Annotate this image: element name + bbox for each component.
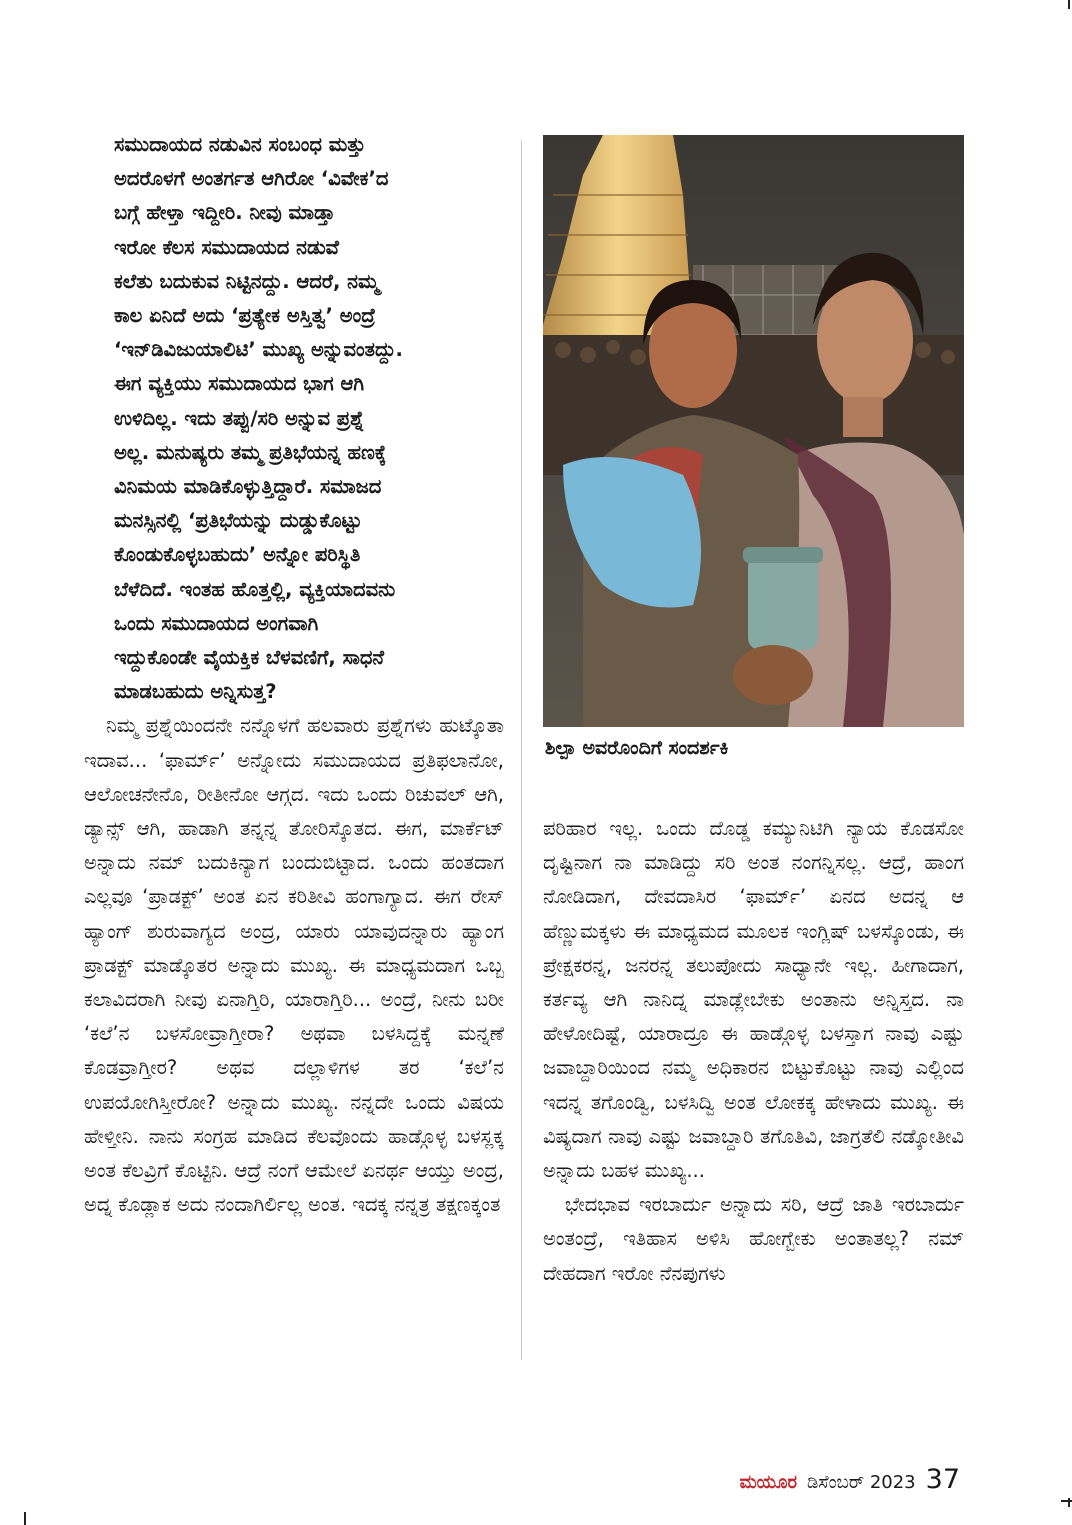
question-line: ಮಾಡಬಹುದು ಅನ್ನಿಸುತ್ತ? xyxy=(114,680,277,704)
crop-mark xyxy=(1068,0,1070,9)
column-divider xyxy=(521,140,522,1360)
question-line: ಕಾಲ ಏನಿದೆ ಅದು ‘ಪ್ರತ್ಯೇಕ ಅಸ್ತಿತ್ವ’ ಅಂದ್ರೆ xyxy=(114,304,376,328)
question-line: ಮನಸ್ಸಿನಲ್ಲಿ ‘ಪ್ರತಿಭೆಯನ್ನು ದುಡ್ಡುಕೊಟ್ಟು xyxy=(114,509,362,533)
interview-question xyxy=(84,128,504,709)
question-line: ವಿನಿಮಯ ಮಾಡಿಕೊಳ್ಳುತ್ತಿದ್ದಾರೆ. ಸಮಾಜದ xyxy=(114,475,382,499)
question-line: ಸಮುದಾಯದ ನಡುವಿನ ಸಂಬಂಧ ಮತ್ತು xyxy=(114,133,366,156)
page-footer xyxy=(740,1464,960,1495)
answer-paragraph: ಪರಿಹಾರ ಇಲ್ಲ. ಒಂದು ದೊಡ್ಡ ಕಮ್ಯುನಿಟಿಗಿ ನ್ಯಾಯ ಕೊಡಸೋ ದೃಷ್ಟಿನಾಗ ನಾ ಮಾಡಿದ್ದು ಸರಿ ಅಂತ ನಂಗನ್ನಿಸಲ್ಲ. ಆದ್ರೆ, ಹಾಂಗ ನೋಡಿದಾಗ, ದೇವದಾಸಿರ ‘ಫಾರ್ಮ್’ ಏನದ ಅದನ್ನ ಆ ಹೆಣ್ಣುಮಕ್ಕಳು ಈ ಮಾಧ್ಯಮದ ಮೂಲಕ ಇಂಗ್ಲಿಷ್ ಬಳಸ್ಕೊಂಡು, ಈ ಪ್ರೇಕ್ಷಕರನ್ನ, ಜನರನ್ನ ತಲುಪೋದು ಸಾಧ್ಯಾನೇ ಇಲ್ಲ. ಹೀಗಾದಾಗ, ಕರ್ತವ್ಯ ಆಗಿ ನಾನಿದ್ನ ಮಾಡ್ಲೇಬೇಕು ಅಂತಾನು ಅನ್ನಿಸ್ತದ. ನಾ ಹೇಳೋದಿಷ್ಟೆ, ಯಾರಾದ್ರೂ ಈ ಹಾಡ್ಗೊಳ್ಳ ಬಳಸ್ತಾಗ ನಾವು ಎಷ್ಟು ಜವಾಬ್ದಾರಿಯಿಂದ ನಮ್ಮ ಅಧಿಕಾರನ ಬಿಟ್ಟುಕೊಟ್ಟು ನಾವು ಎಲ್ಲಿಂದ ಇದನ್ನ ತಗೊಂಡ್ವಿ, ಬಳಸಿದ್ವಿ ಅಂತ ಲೋಕಕ್ಕ ಹೇಳಾದು ಮುಖ್ಯ. ಈ ವಿಷ್ಯದಾಗ ನಾವು ಎಷ್ಟು ಜವಾಬ್ದಾರಿ ತಗೊತಿವಿ, ಜಾಗ್ರತೆಲಿ ನಡ್ಕೋತೀವಿ ಅನ್ನಾದು ಬಹಳ ಮುಖ್ಯ... xyxy=(543,817,964,1183)
left-column xyxy=(84,128,504,1223)
photo-caption: ಶಿಲ್ಪಾ ಅವರೊಂದಿಗೆ ಸಂದರ್ಶಕಿ xyxy=(545,737,729,759)
magazine-logo: ಮಯೂರ xyxy=(739,1472,797,1493)
question-line: ಒಂದು ಸಮುದಾಯದ ಅಂಗವಾಗಿ xyxy=(114,611,319,635)
question-line: ಬಗ್ಗೆ ಹೇಳ್ತಾ ಇದ್ದೀರಿ. ನೀವು ಮಾಡ್ತಾ xyxy=(114,201,335,225)
right-column xyxy=(543,812,964,1291)
answer-paragraph: ನಿಮ್ಮ ಪ್ರಶ್ನೆಯಿಂದನೇ ನನ್ನೊಳಗೆ ಹಲವಾರು ಪ್ರಶ್ನೆಗಳು ಹುಟ್ಕೊತಾ ಇದಾವ... ‘ಫಾರ್ಮ್’ ಅನ್ನೋದು ಸಮುದಾಯದ ಪ್ರತಿಫಲಾನೋ, ಆಲೋಚನೇನೊ, ರೀತೀನೋ ಆಗ್ಗದ. ಇದು ಒಂದು ರಿಚುವಲ್ ಆಗಿ, ಡ್ಯಾನ್ಸ್ ಆಗಿ, ಹಾಡಾಗಿ ತನ್ನನ್ನ ತೋರಿಸ್ಕೊತದ. ಈಗ, ಮಾರ್ಕೆಟ್ ಅನ್ನಾದು ನಮ್ ಬದುಕಿನ್ಯಾಗ ಬಂದುಬಿಟ್ಟಾದ. ಒಂದು ಹಂತದಾಗ ಎಲ್ಲವೂ ‘ಪ್ರಾಡಕ್ಟ್’ ಅಂತ ಏನ ಕರಿತೀವಿ ಹಂಗಾಗ್ಯಾದ. ಈಗ ರೇಸ್ ಹ್ಯಾಂಗ್ ಶುರುವಾಗ್ಯದ ಅಂದ್ರ, ಯಾರು ಯಾವುದನ್ನಾರು ಹ್ಯಾಂಗ ಪ್ರಾಡಕ್ಟ್ ಮಾಡ್ಕೊತರ ಅನ್ನಾದು ಮುಖ್ಯ. ಈ ಮಾಧ್ಯಮದಾಗ ಒಬ್ಬ ಕಲಾವಿದರಾಗಿ ನೀವು ಏನಾಗ್ತಿರಿ, ಯಾರಾಗ್ತಿರಿ... ಅಂದ್ರೆ, ನೀನು ಬರೀ ‘ಕಲೆ’ನ ಬಳಸೋವ್ರಾಗ್ತೀರಾ? ಅಥವಾ ಬಳಸಿದ್ದಕ್ಕೆ ಮನ್ನಣೆ ಕೊಡವ್ರಾಗ್ತೀರ? ಅಥವ ದಲ್ಲಾಳಿಗಳ ತರ ‘ಕಲೆ’ನ ಉಪಯೋಗಿಸ್ತೀರೋ? ಅನ್ನಾದು ಮುಖ್ಯ. ನನ್ನದೇ ಒಂದು ವಿಷಯ ಹೇಳ್ತೀನಿ. ನಾನು ಸಂಗ್ರಹ ಮಾಡಿದ ಕೆಲವೊಂದು ಹಾಡ್ಗೊಳ್ಳ ಬಳಸ್ಲಕ್ಕ ಅಂತ ಕೆಲವ್ರಿಗೆ ಕೊಟ್ಟಿನಿ. ಆದ್ರೆ ನಂಗೆ ಆಮೇಲೆ ಏನರ್ಥ ಆಯ್ತು ಅಂದ್ರ, ಅದ್ನ ಕೊಡ್ಲಾಕ ಅದು ನಂದಾಗಿರ್ಲಿಲ್ಲ ಅಂತ. ಇದಕ್ಕ ನನ್ನತ್ರ ತಕ್ಷಣಕ್ಕಂತ xyxy=(84,714,504,1217)
question-line: ಕಲೆತು ಬದುಕುವ ನಿಟ್ಟಿನದ್ದು. ಆದರೆ, ನಮ್ಮ xyxy=(114,269,380,293)
answer-paragraph: ಭೇದಭಾವ ಇರಬಾರ್ದು ಅನ್ನಾದು ಸರಿ, ಆದ್ರೆ ಜಾತಿ ಇರಬಾರ್ದು ಅಂತಂದ್ರೆ, ಇತಿಹಾಸ ಅಳಿಸಿ ಹೋಗ್ಬೇಕು ಅಂತಾತಲ್ಲ? ನಮ್ ದೇಹದಾಗ ಇರೋ ನೆನಪುಗಳು xyxy=(543,1193,964,1285)
crop-mark xyxy=(24,1512,26,1525)
crop-mark xyxy=(1061,1500,1072,1502)
question-line: ಉಳಿದಿಲ್ಲ. ಇದು ತಪ್ಪು/ಸರಿ ಅನ್ನುವ ಪ್ರಶ್ನೆ xyxy=(114,406,365,430)
question-line: ಬೆಳೆದಿದೆ. ಇಂತಹ ಹೊತ್ತಲ್ಲಿ, ವ್ಯಕ್ತಿಯಾದವನು xyxy=(114,577,396,601)
question-line: ಅದರೊಳಗೆ ಅಂತರ್ಗತ ಆಗಿರೋ ‘ವಿವೇಕ’ದ xyxy=(114,167,389,191)
interview-photo xyxy=(543,135,964,727)
question-line: ಇರೋ ಕೆಲಸ ಸಮುದಾಯದ ನಡುವೆ xyxy=(114,235,339,259)
question-line: ‘ಇನ್‌ಡಿವಿಜುಯಾಲಿಟಿ’ ಮುಖ್ಯ ಅನ್ನುವಂತದ್ದು. xyxy=(114,338,403,362)
question-line: ಇದ್ದುಕೊಂಡೇ ವೈಯಕ್ತಿಕ ಬೆಳವಣಿಗೆ, ಸಾಧನೆ xyxy=(114,646,385,670)
question-line: ಕೊಂಡುಕೊಳ್ಳಬಹುದು’ ಅನ್ನೋ ಪರಿಸ್ಥಿತಿ xyxy=(114,543,361,567)
question-line: ಅಲ್ಲ. ಮನುಷ್ಯರು ತಮ್ಮ ಪ್ರತಿಭೆಯನ್ನ ಹಣಕ್ಕೆ xyxy=(114,440,387,464)
question-line: ಈಗ ವ್ಯಕ್ತಿಯು ಸಮುದಾಯದ ಭಾಗ ಆಗಿ xyxy=(114,372,365,396)
page-number: 37 xyxy=(925,1464,960,1495)
issue-date: ಡಿಸೆಂಬರ್ 2023 xyxy=(806,1472,916,1493)
